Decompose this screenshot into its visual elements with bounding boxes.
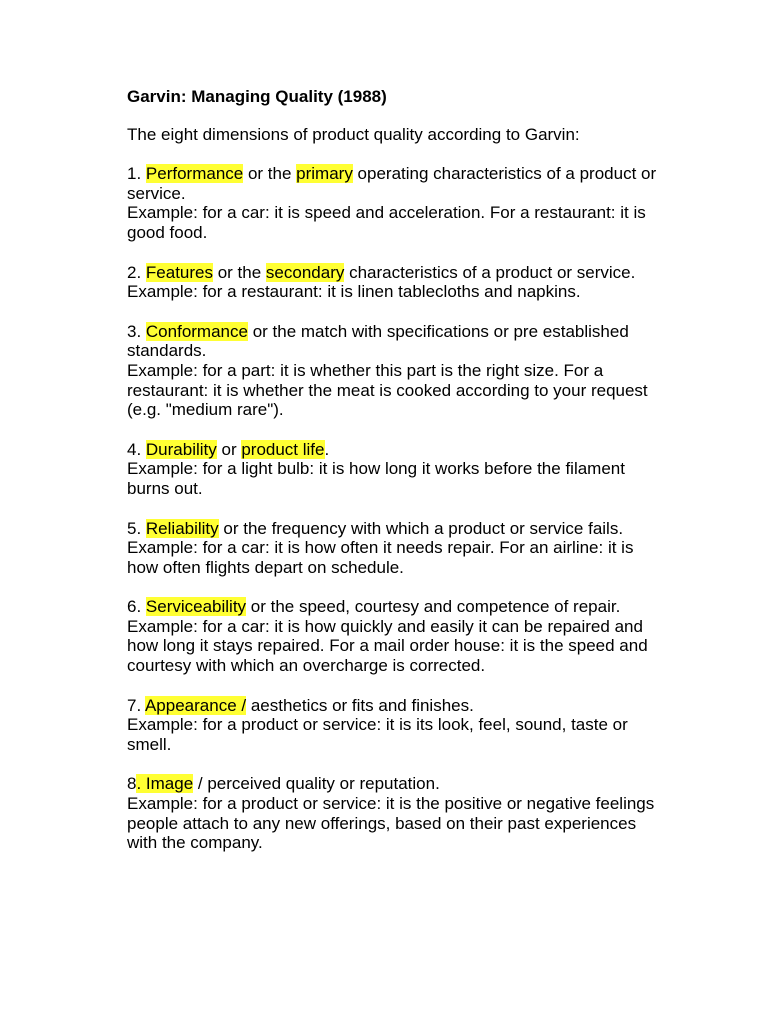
item-number: 7. xyxy=(127,695,145,715)
document-intro: The eight dimensions of product quality according to Garvin: xyxy=(127,124,580,144)
dimension-item-4 xyxy=(127,440,667,499)
dimension-example: Example: for a part: it is whether this part is the right size. For a restaurant: it is whether the meat is cooked according to your request (e.g. "medium rare"). xyxy=(127,360,648,420)
dimension-definition xyxy=(127,519,667,539)
dimension-example: Example: for a light bulb: it is how long it works before the filament burns out. xyxy=(127,459,625,498)
item-number: 1. xyxy=(127,164,146,184)
definition-text: . xyxy=(324,439,330,459)
dimension-example: Example: for a car: it is how often it needs repair. For an airline: it is how often flights depart on schedule. xyxy=(127,538,634,577)
highlighted-term: Performance xyxy=(145,164,244,184)
definition-text: / perceived quality or reputation. xyxy=(193,774,440,794)
dimension-item-8 xyxy=(127,774,667,852)
document-title: Garvin: Managing Quality (1988) xyxy=(127,87,387,106)
dimension-item-2 xyxy=(127,263,667,302)
highlighted-term: product life xyxy=(241,439,325,459)
highlighted-term: Appearance / xyxy=(144,695,247,715)
dimension-item-1 xyxy=(127,164,667,242)
item-number: 8 xyxy=(127,774,137,794)
dimension-definition xyxy=(127,263,667,283)
dimension-definition xyxy=(127,164,667,203)
item-number: 2. xyxy=(127,262,146,282)
dimension-definition xyxy=(127,322,667,361)
dimension-definition xyxy=(127,597,667,617)
dimension-example: Example: for a car: it is how quickly and easily it can be repaired and how long it stays repaired. For a mail order house: it is the speed and courtesy with which an overcharge is corrected. xyxy=(127,616,648,676)
definition-text: aesthetics or fits and finishes. xyxy=(246,695,474,715)
dimension-item-3 xyxy=(127,322,667,420)
dimension-example: Example: for a product or service: it is the positive or negative feelings people attach to any new offerings, based on their past experiences with the company. xyxy=(127,794,655,853)
highlighted-term: Durability xyxy=(145,439,217,459)
highlighted-term: secondary xyxy=(265,262,345,282)
item-number: 6. xyxy=(127,597,146,617)
dimension-definition xyxy=(127,696,667,716)
dimension-example: Example: for a product or service: it is its look, feel, sound, taste or smell. xyxy=(127,715,628,754)
dimension-example: Example: for a car: it is speed and acceleration. For a restaurant: it is good food. xyxy=(127,203,646,242)
definition-text: or the frequency with which a product or service fails. xyxy=(218,518,624,538)
highlighted-term: Serviceability xyxy=(145,597,247,617)
dimension-item-5 xyxy=(127,519,667,578)
item-number: 5. xyxy=(127,518,146,538)
definition-text: or xyxy=(216,439,242,459)
definition-text: or the xyxy=(243,164,297,184)
highlighted-term: Reliability xyxy=(145,518,219,538)
definition-text: or the match with specifications or pre established standards. xyxy=(127,321,629,361)
item-number: 3. xyxy=(127,321,146,341)
dimension-item-6 xyxy=(127,597,667,675)
dimension-definition xyxy=(127,440,667,460)
document-page xyxy=(127,87,667,853)
dimension-item-7 xyxy=(127,696,667,755)
dimension-example: Example: for a restaurant: it is linen tablecloths and napkins. xyxy=(127,282,581,302)
definition-text: or the speed, courtesy and competence of repair. xyxy=(246,597,621,617)
definition-text: or the xyxy=(213,262,266,282)
definition-text: characteristics of a product or service. xyxy=(344,262,636,282)
highlighted-term: Conformance xyxy=(145,321,248,341)
definition-text: operating characteristics of a product or service. xyxy=(127,164,657,203)
highlighted-term: primary xyxy=(296,164,353,184)
highlighted-term: . Image xyxy=(136,774,194,794)
highlighted-term: Features xyxy=(145,262,213,282)
item-number: 4. xyxy=(127,439,146,459)
dimension-definition xyxy=(127,774,667,794)
